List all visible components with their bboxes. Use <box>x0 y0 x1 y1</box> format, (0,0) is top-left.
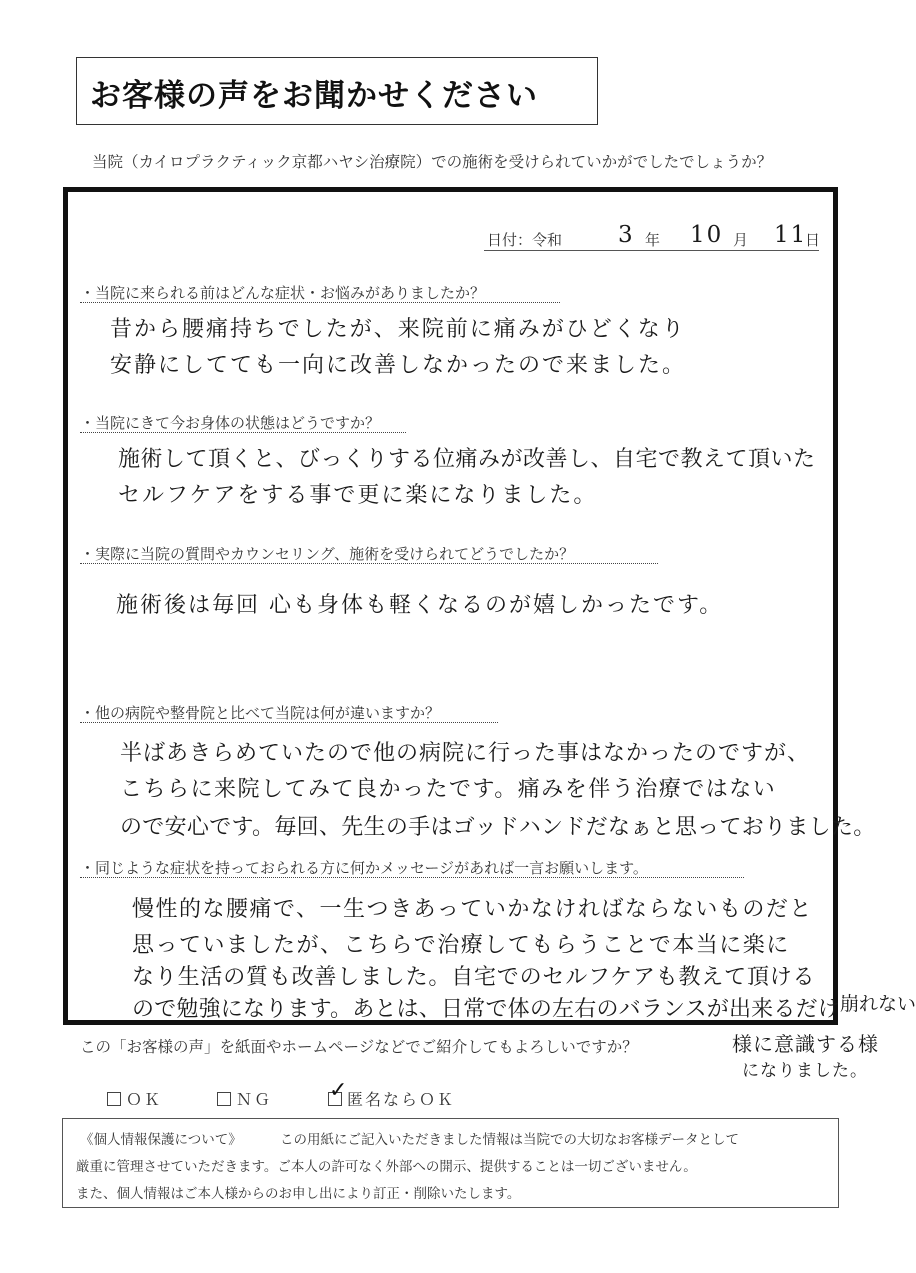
question-label: ・実際に当院の質問やカウンセリング、施術を受けられてどうでしたか？ <box>80 545 575 563</box>
date-day: 11 <box>774 222 808 248</box>
answer-line: ので勉強になります。あとは、日常で体の左右のバランスが出来るだけ <box>132 997 840 1022</box>
answer-overflow-line: 崩れない <box>840 993 916 1015</box>
option-ok-label: ＯＫ <box>126 1090 163 1109</box>
privacy-text: この用紙にご記入いただきました情報は当院での大切なお客様データとして <box>280 1132 739 1148</box>
answer-line: 施術後は毎回 心も身体も軽くなるのが嬉しかったです。 <box>116 593 724 618</box>
question-label: ・他の病院や整骨院と比べて当院は何が違いますか？ <box>80 704 441 722</box>
option-anonymous-ok-label: 匿名ならＯＫ <box>347 1090 456 1109</box>
question-underline <box>80 563 658 564</box>
option-ok[interactable] <box>107 1087 162 1110</box>
check-mark-icon: ✓ <box>329 1078 348 1103</box>
question-label: ・同じような症状を持っておられる方に何かメッセージがあれば一言お願いします。 <box>80 859 648 877</box>
date-year-unit: 年 <box>645 231 661 249</box>
date-prefix: 日付：令和 <box>487 231 563 249</box>
answer-overflow-line: 様に意識する様 <box>732 1032 879 1056</box>
answer-line: 思っていましたが、こちらで治療してもらうことで本当に楽に <box>132 933 790 958</box>
privacy-text: また、個人情報はご本人様からのお申し出により訂正・削除いたします。 <box>76 1186 521 1202</box>
question-underline <box>80 877 744 878</box>
question-underline <box>80 722 498 723</box>
answer-line: ので安心です。毎回、先生の手はゴッドハンドだなぁと思っておりました。 <box>120 815 876 840</box>
answer-line: セルフケアをする事で更に楽になりました。 <box>118 483 598 508</box>
consent-question: この「お客様の声」を紙面やホームページなどでご紹介してもよろしいですか？ <box>80 1038 638 1056</box>
intro-text: 当院（カイロプラクティック京都ハヤシ治療院）での施術を受けられていかがでしたでしょうか？ <box>92 153 773 171</box>
date-month: 10 <box>690 222 724 248</box>
date-underline <box>484 250 819 251</box>
answer-line: こちらに来院してみて良かったです。痛みを伴う治療ではない <box>120 777 777 802</box>
answer-line: 安静にしてても一向に改善しなかったので来ました。 <box>110 353 687 378</box>
question-underline <box>80 432 406 433</box>
answer-line: 昔から腰痛持ちでしたが、来院前に痛みがひどくなり <box>110 317 686 342</box>
question-label: ・当院に来られる前はどんな症状・お悩みがありましたか？ <box>80 284 486 302</box>
checkbox-ok[interactable] <box>107 1092 121 1106</box>
option-ng-label: ＮＧ <box>236 1090 273 1109</box>
answer-line: なり生活の質も改善しました。自宅でのセルフケアも教えて頂ける <box>132 965 816 990</box>
date-year: 3 <box>618 222 635 248</box>
question-label: ・当院にきて今お身体の状態はどうですか？ <box>80 414 381 432</box>
page-title: お客様の声をお聞かせください <box>90 78 538 114</box>
privacy-text: 厳重に管理させていただきます。ご本人の許可なく外部への開示、提供することは一切ございません。 <box>76 1159 697 1175</box>
answer-line: 半ばあきらめていたので他の病院に行った事はなかったのですが、 <box>120 741 811 766</box>
privacy-heading: 《個人情報保護について》 <box>80 1132 242 1148</box>
answer-overflow-line: になりました。 <box>742 1061 868 1081</box>
date-month-unit: 月 <box>733 231 749 249</box>
option-ng[interactable] <box>217 1087 272 1110</box>
date-day-unit: 日 <box>805 231 821 249</box>
checkbox-ng[interactable] <box>217 1092 231 1106</box>
answer-line: 慢性的な腰痛で、一生つきあっていかなければならないものだと <box>132 897 813 922</box>
answer-line: 施術して頂くと、びっくりする位痛みが改善し、自宅で教えて頂いた <box>118 447 816 472</box>
question-underline <box>80 302 560 303</box>
